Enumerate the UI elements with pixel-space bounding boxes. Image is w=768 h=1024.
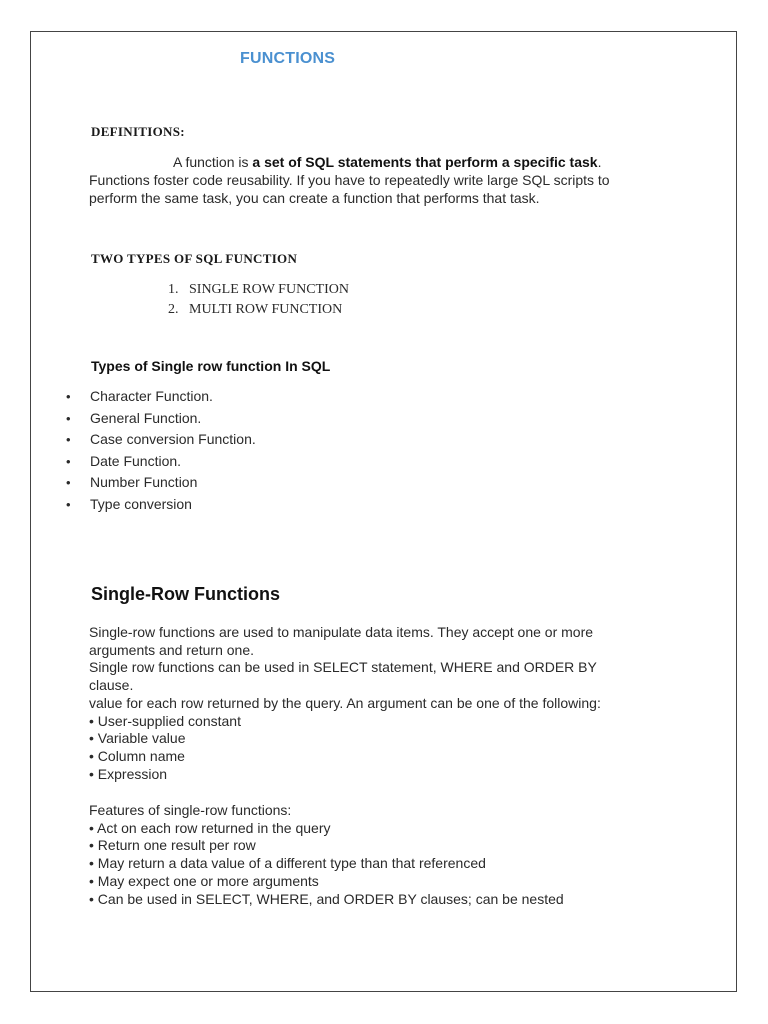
bullet-icon: • [66,475,71,491]
description-line: • Expression [89,765,168,782]
definition-end: . [597,154,602,170]
features-list [89,802,689,908]
types-list-number: 1. [168,282,179,297]
description-line: • User-supplied constant [89,712,241,729]
list-item-label: Type conversion [90,495,192,512]
description-line: Single row functions can be used in SELECT statement, WHERE and ORDER BY [89,659,597,676]
types-list-item [168,300,349,320]
bullet-icon: • [66,389,71,404]
description-line: clause. [89,677,134,694]
definition-intro: A function is [173,154,253,170]
types-heading: TWO TYPES OF SQL FUNCTION [91,251,298,266]
single-types-heading: Types of Single row function In SQL [91,358,331,374]
types-list [168,280,349,320]
list-item [66,386,256,408]
list-item [66,408,256,430]
bullet-icon: • [66,496,71,512]
description-line: • Variable value [89,730,186,747]
list-item-label: General Function. [90,409,202,426]
types-list-label: MULTI ROW FUNCTION [189,302,343,317]
definition-line-1 [89,153,669,171]
definitions-heading: DEFINITIONS: [91,124,185,139]
list-item [66,472,256,494]
single-row-heading: Single-Row Functions [91,584,280,604]
list-item [66,494,256,516]
features-line: • Return one result per row [89,837,256,854]
description-line: Single-row functions are used to manipulate data items. They accept one or more [89,624,594,640]
list-item [66,429,256,451]
features-line: • May expect one or more arguments [89,872,319,889]
page-title: FUNCTIONS [240,50,336,67]
single-types-list [66,386,256,516]
list-item-label: Character Function. [90,388,213,404]
description-line: value for each row returned by the query. An argument can be one of the following: [89,694,601,711]
definition-paragraph [89,153,669,207]
list-item-label: Case conversion Function. [90,431,256,448]
features-line: • May return a data value of a different type than that referenced [89,855,486,872]
bullet-icon: • [66,410,71,426]
list-item-label: Date Function. [90,452,182,469]
types-list-item [168,280,349,300]
definition-bold: a set of SQL statements that perform a specific task [252,154,598,170]
features-line: • Can be used in SELECT, WHERE, and ORDER BY clauses; can be nested [89,890,564,907]
single-row-description [89,624,689,783]
bullet-icon: • [66,453,71,469]
definition-line-2: Functions foster code reusability. If you have to repeatedly write large SQL scripts to [89,172,610,188]
features-line: Features of single-row functions: [89,802,292,818]
types-list-label: SINGLE ROW FUNCTION [189,282,349,297]
definition-line-3: perform the same task, you can create a function that performs that task. [89,190,540,206]
features-line: • Act on each row returned in the query [89,819,331,836]
bullet-icon: • [66,432,71,448]
list-item [66,451,256,473]
list-item-label: Number Function [90,474,198,491]
description-line: arguments and return one. [89,641,254,658]
types-list-number: 2. [168,302,179,317]
description-line: • Column name [89,747,185,764]
